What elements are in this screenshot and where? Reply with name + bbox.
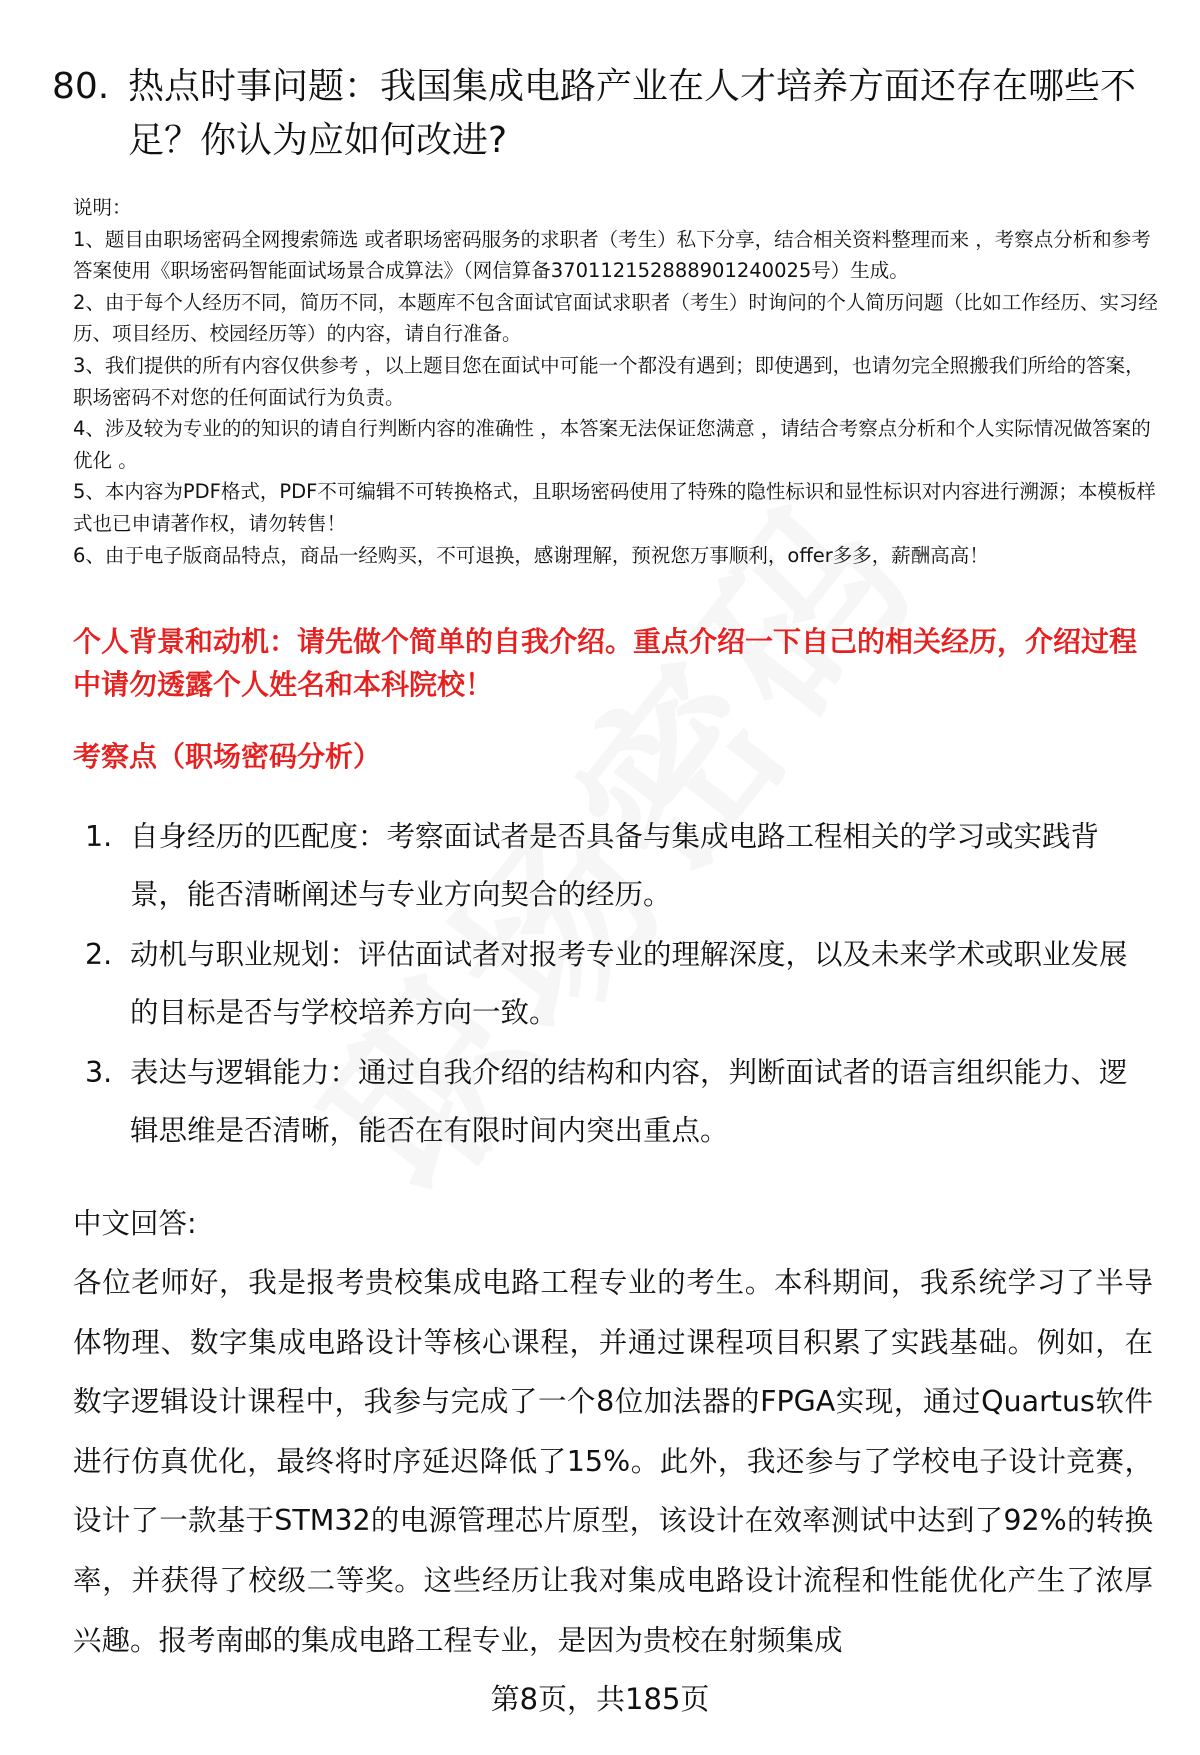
notes-item: 4、涉及较为专业的的知识的请自行判断内容的准确性 ，本答案无法保证您满意 ，请结合考察点分析和个人实际情况做答案的优化 。	[73, 417, 1151, 472]
analysis-title: 考察点（职场密码分析）	[73, 740, 382, 773]
point-text: 表达与逻辑能力：通过自我介绍的结构和内容，判断面试者的语言组织能力、逻辑思维是否清晰，能否在有限时间内突出重点。	[130, 1056, 1128, 1147]
notes-section	[73, 192, 1163, 571]
notes-item: 6、由于电子版商品特点，商品一经购买，不可退换，感谢理解，预祝您万事顺利，offer多多，薪酬高高！	[73, 543, 989, 567]
analysis-point	[85, 1044, 1155, 1160]
question-text: 热点时事问题：我国集成电路产业在人才培养方面还存在哪些不足？你认为应如何改进?	[128, 66, 1137, 161]
analysis-point	[85, 808, 1155, 924]
page-footer: 第8页，共185页	[490, 1682, 710, 1716]
point-text: 动机与职业规划：评估面试者对报考专业的理解深度，以及未来学术或职业发展的目标是否与学校培养方向一致。	[130, 938, 1128, 1029]
notes-item: 1、题目由职场密码全网搜索筛选 或者职场密码服务的求职者（考生）私下分享，结合相关资料整理而来 ，考察点分析和参考答案使用《职场密码智能面试场景合成算法》（网信算备370112152888901240025号）生成。	[73, 227, 1151, 283]
notes-item: 5、本内容为PDF格式，PDF不可编辑不可转换格式，且职场密码使用了特殊的隐性标识和显性标识对内容进行溯源；本模板样式也已申请著作权，请勿转售！	[73, 480, 1156, 535]
notes-item: 3、我们提供的所有内容仅供参考 ，以上题目您在面试中可能一个都没有遇到；即使遇到，也请勿完全照搬我们所给的答案，职场密码不对您的任何面试行为负责。	[73, 353, 1145, 409]
background-prompt: 个人背景和动机：请先做个简单的自我介绍。重点介绍一下自己的相关经历，介绍过程中请勿透露个人姓名和本科院校！	[73, 625, 1138, 701]
point-number: 2.	[85, 938, 113, 971]
question-number: 80.	[52, 66, 110, 107]
point-number: 3.	[85, 1056, 113, 1089]
answer-text: 各位老师好，我是报考贵校集成电路工程专业的考生。本科期间，我系统学习了半导体物理、数字集成电路设计等核心课程，并通过课程项目积累了实践基础。例如，在数字逻辑设计课程中，我参与完成了一个8位加法器的FPGA实现，通过Quartus软件进行仿真优化，最终将时序延迟降低了15%。此外，我还参与了学校电子设计竞赛，设计了一款基于STM32的电源管理芯片原型，该设计在效率测试中达到了92%的转换率，并获得了校级二等奖。这些经历让我对集成电路设计流程和性能优化产生了浓厚兴趣。报考南邮的集成电路工程专业，是因为贵校在射频集成	[73, 1266, 1153, 1657]
notes-title: 说明：	[73, 196, 132, 219]
answer-label: 中文回答:	[73, 1207, 197, 1240]
question-title	[52, 60, 1142, 168]
analysis-points	[85, 808, 1155, 1162]
point-number: 1.	[85, 820, 113, 853]
analysis-point	[85, 926, 1155, 1042]
point-text: 自身经历的匹配度：考察面试者是否具备与集成电路工程相关的学习或实践背景，能否清晰阐述与专业方向契合的经历。	[130, 820, 1100, 911]
notes-item: 2、由于每个人经历不同，简历不同，本题库不包含面试官面试求职者（考生）时询问的个人简历问题（比如工作经历、实习经历、项目经历、校园经历等）的内容，请自行准备。	[73, 290, 1158, 346]
